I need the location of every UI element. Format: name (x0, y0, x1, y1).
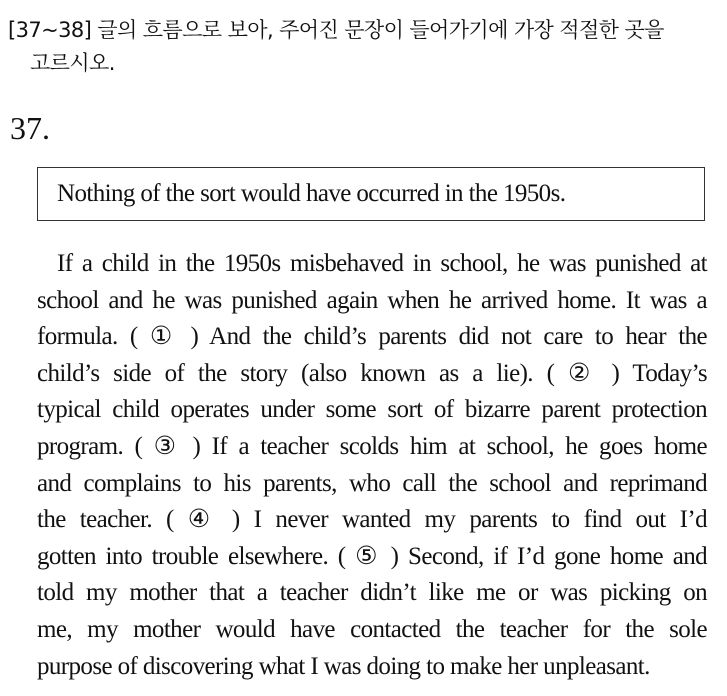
passage-line: typical child operates under some sort of bizarre parent protection (37, 396, 707, 424)
passage-line: program. ( ③ ) If a teacher scolds him at school, he goes home (37, 432, 707, 460)
passage-line: the teacher. ( ④ ) I never wanted my parents to find out I’d (37, 506, 707, 534)
passage-line: gotten into trouble elsewhere. ( ⑤ ) Second, if I’d gone home and (37, 542, 707, 570)
passage-line: school and he was punished again when he arrived home. It was a (37, 286, 707, 314)
passage-line: me, my mother would have contacted the teacher for the sole (37, 615, 707, 643)
instruction-text (8, 14, 720, 80)
question-number: 37. (10, 110, 50, 146)
instruction-line-2: 고르시오. (30, 51, 115, 75)
passage-line: and complains to his parents, who call the school and reprimand (37, 469, 707, 497)
given-sentence-box (37, 167, 705, 221)
passage-line: purpose of discovering what I was doing to make her unpleasant. (37, 652, 650, 680)
given-sentence: Nothing of the sort would have occurred in the 1950s. (57, 180, 566, 207)
passage-line: If a child in the 1950s misbehaved in school, he was punished at (57, 250, 707, 277)
passage-line: told my mother that a teacher didn’t like me or was picking on (37, 579, 707, 607)
passage-line: child’s side of the story (also known as a lie). ( ② ) Today’s (37, 359, 707, 387)
instruction-line-1: [37~38] 글의 흐름으로 보아, 주어진 문장이 들어가기에 가장 적절한 곳을 (8, 18, 664, 42)
passage-line: formula. ( ① ) And the child’s parents did not care to hear the (37, 323, 707, 351)
passage (37, 246, 707, 685)
